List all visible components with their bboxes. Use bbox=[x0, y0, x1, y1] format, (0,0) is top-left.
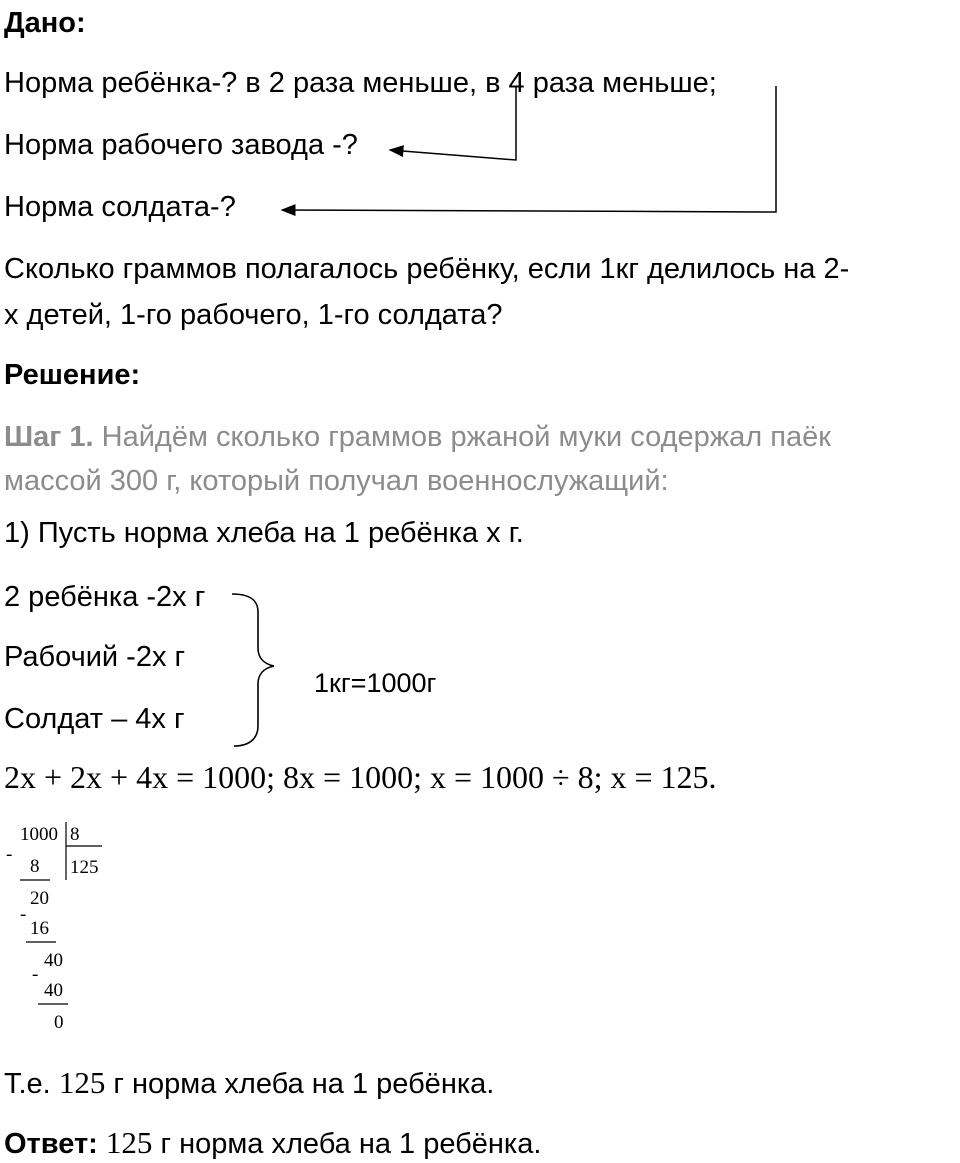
conclusion-rest: г норма хлеба на 1 ребёнка. bbox=[113, 1068, 495, 1100]
division-divisor: 8 bbox=[70, 824, 80, 845]
given-line-worker-norm: Норма рабочего завода -? bbox=[4, 129, 358, 161]
answer-label: Ответ: bbox=[4, 1128, 98, 1160]
division-row-6: 0 bbox=[54, 1012, 64, 1033]
given-line-child-norm: Норма ребёнка-? в 2 раза меньше, в 4 раза меньше; bbox=[4, 67, 717, 99]
item-children: 2 ребёнка -2х г bbox=[4, 581, 206, 613]
conclusion bbox=[4, 1064, 494, 1103]
item-worker: Рабочий -2х г bbox=[4, 641, 186, 673]
division-row-4: 40 bbox=[44, 950, 63, 971]
division-minus-3: - bbox=[32, 964, 39, 985]
step-text-2: массой 300 г, который получал военнослужащий: bbox=[4, 465, 669, 497]
division-dividend: 1000 bbox=[20, 824, 58, 845]
division-minus-1: - bbox=[6, 844, 13, 865]
given-question-line-1: Сколько граммов полагалось ребёнку, если 1кг делилось на 2- bbox=[4, 253, 850, 285]
division-quotient: 125 bbox=[70, 857, 99, 878]
answer bbox=[4, 1124, 541, 1163]
step-label: Шаг 1. bbox=[4, 421, 94, 453]
division-row-5: 40 bbox=[44, 980, 63, 1001]
conclusion-number: 125 bbox=[58, 1065, 106, 1100]
solution-heading: Решение: bbox=[4, 359, 141, 391]
answer-rest: г норма хлеба на 1 ребёнка. bbox=[160, 1128, 542, 1160]
conclusion-prefix: Т.е. bbox=[4, 1068, 51, 1100]
item-soldier: Солдат – 4х г bbox=[4, 703, 185, 735]
answer-number: 125 bbox=[105, 1125, 153, 1160]
division-row-1: 8 bbox=[30, 856, 40, 877]
step-text-1: Найдём сколько граммов ржаной муки содержал паёк bbox=[101, 421, 831, 453]
given-question-line-2: х детей, 1-го рабочего, 1-го солдата? bbox=[4, 299, 503, 331]
given-line-soldier-norm: Норма солдата-? bbox=[4, 191, 236, 223]
equation: 2x + 2x + 4x = 1000; 8x = 1000; x = 1000 ÷ 8; x = 125. bbox=[4, 759, 717, 795]
conversion-note: 1кг=1000г bbox=[314, 668, 437, 698]
point-1: 1) Пусть норма хлеба на 1 ребёнка х г. bbox=[4, 517, 524, 549]
division-minus-2: - bbox=[20, 904, 27, 925]
division-row-3: 16 bbox=[30, 918, 49, 939]
division-row-2: 20 bbox=[30, 888, 49, 909]
given-heading: Дано: bbox=[4, 7, 86, 39]
